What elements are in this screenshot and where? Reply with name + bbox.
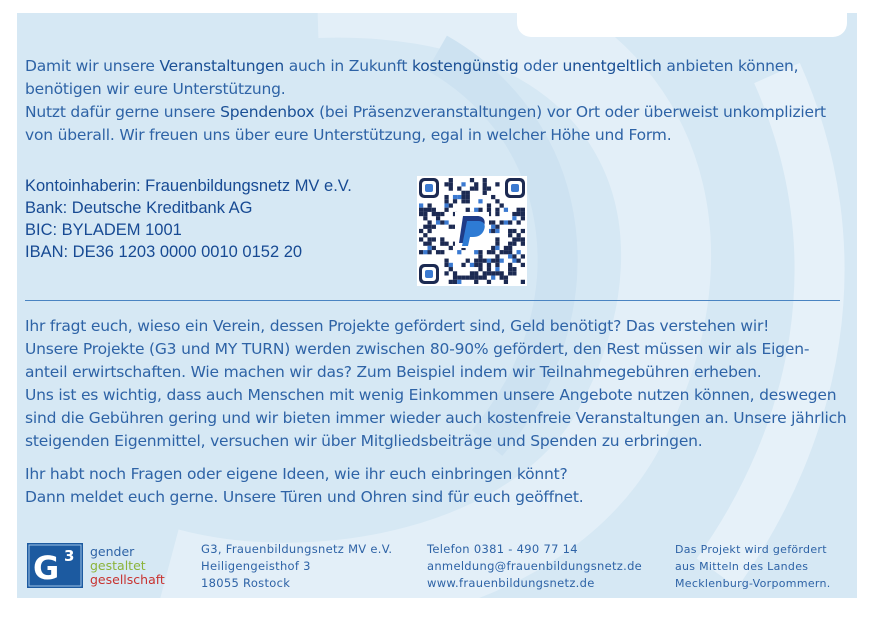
web-link[interactable]: www.frauenbildungsnetz.de	[427, 576, 595, 590]
g3-logo-wordmark: gender gestaltet gesellschaft	[90, 544, 165, 587]
qr-code[interactable]	[417, 176, 527, 286]
donation-card	[17, 13, 857, 598]
paypal-icon	[455, 212, 489, 248]
account-holder: Kontoinhaberin: Frauenbildungsnetz MV e.V.	[25, 177, 352, 195]
svg-text:G: G	[33, 549, 60, 587]
top-tab-cutout	[517, 13, 847, 37]
finder-top-right	[505, 178, 525, 198]
contact-call-text: Ihr habt noch Fragen oder eigene Ideen, wie ihr euch einbringen könnt? Dann meldet euch gerne. Unsere Türen und Ohren sind für euch geöffnet.	[25, 465, 584, 506]
intro-text: Damit wir unsere Veranstaltungen auch in Zukunft kostengünstig oder unentgeltlich anbieten können, benötigen wir eure Unterstützung. Nutzt dafür gerne unsere Spendenbox (bei Präsenzveranstaltungen) vor Ort oder überweist unkompliziert von überall. Wir freuen uns über eure Unterstützung, egal in welcher Höhe und Form.	[25, 57, 826, 144]
finder-top-left	[419, 178, 439, 198]
svg-text:3: 3	[64, 547, 75, 565]
bank-name: Bank: Deutsche Kreditbank AG	[25, 199, 253, 217]
phone[interactable]: Telefon 0381 - 490 77 14	[427, 542, 578, 556]
section-divider	[25, 300, 840, 301]
footer-address: G3, Frauenbildungsnetz MV e.V. Heiligengeisthof 3 18055 Rostock	[201, 542, 393, 590]
g3-logo	[27, 543, 83, 588]
info-text: Ihr fragt euch, wieso ein Verein, dessen Projekte gefördert sind, Geld benötigt? Das verstehen wir! Unsere Projekte (G3 und MY TURN) werden zwischen 80-90% gefördert, den Rest müssen wir als Eigen- anteil erwirtschaften. Wie machen wir das? Zum Beispiel indem wir Teilnahmegebühren erheben. Uns ist es wichtig, dass auch Menschen mit wenig Einkommen unsere Angebote nutzen können, deswegen sind die Gebühren gering und wir bieten immer wieder auch kostenfreie Veranstaltungen an. Unsere jährlich steigenden Eigenmittel, versuchen wir über Mitgliedsbeiträge und Spenden zu erbringen.	[25, 317, 847, 450]
finder-bottom-left	[419, 264, 439, 284]
iban: IBAN: DE36 1203 0000 0010 0152 20	[25, 243, 303, 261]
footer-contact	[427, 541, 642, 592]
email-link[interactable]: anmeldung@frauenbildungsnetz.de	[427, 559, 643, 573]
footer-funding: Das Projekt wird gefördert aus Mitteln des Landes Mecklenburg-Vorpommern.	[675, 543, 831, 590]
bic: BIC: BYLADEM 1001	[25, 221, 182, 239]
bank-details	[25, 175, 352, 263]
